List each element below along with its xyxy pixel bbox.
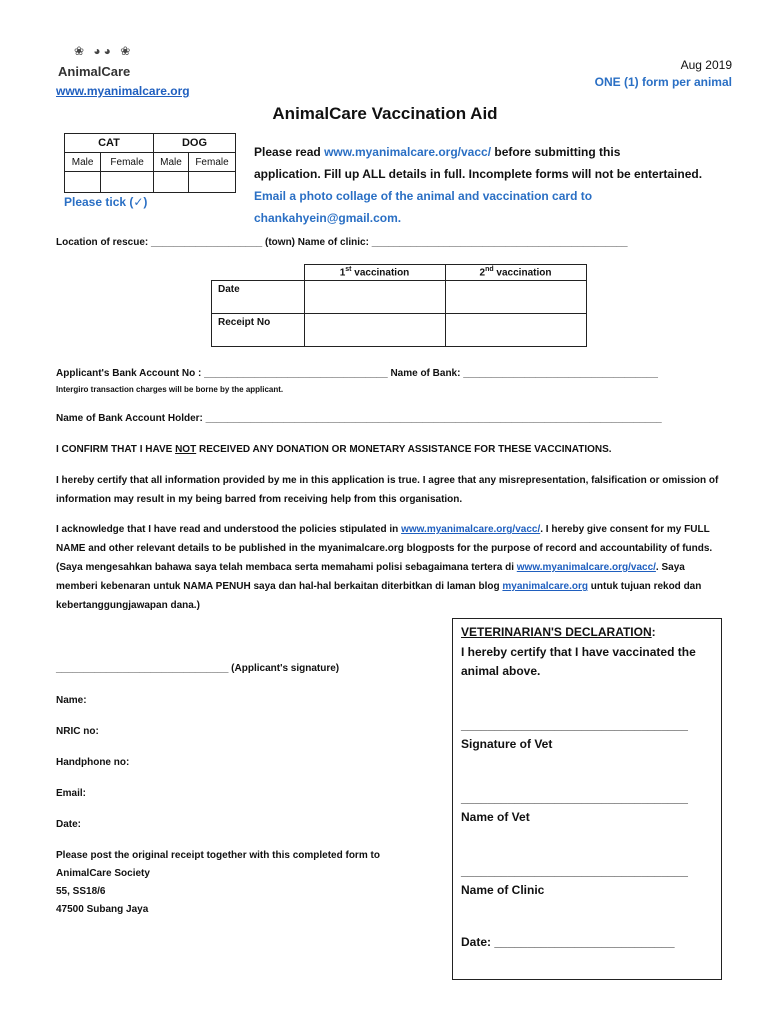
address-line-1: AnimalCare Society xyxy=(56,868,150,879)
date-row-label: Date xyxy=(212,281,305,314)
vet-signature-label: Signature of Vet xyxy=(461,737,553,751)
post-note: Please post the original receipt together with this completed form to xyxy=(56,850,380,861)
no-donation-confirmation: I CONFIRM THAT I HAVE NOT RECEIVED ANY DONATION OR MONETARY ASSISTANCE FOR THESE VACCINATIONS. xyxy=(56,444,612,455)
second-vaccination-header: 2nd vaccination xyxy=(445,265,586,281)
cat-female-label: Female xyxy=(101,153,154,172)
handphone-field[interactable]: Handphone no: xyxy=(56,757,130,768)
clinic-name-label: Name of Clinic xyxy=(461,883,545,897)
animalcare-logo xyxy=(56,44,196,84)
rescue-location-line[interactable]: Location of rescue: ____________________ (town) Name of clinic: ______________________________________________ xyxy=(56,237,628,248)
cat-header: CAT xyxy=(65,134,154,153)
address-line-2: 55, SS18/6 xyxy=(56,886,106,897)
blog-link[interactable]: myanimalcare.org xyxy=(502,581,589,592)
cat-male-label: Male xyxy=(65,153,101,172)
date-field[interactable]: Date: xyxy=(56,819,82,830)
email-field[interactable]: Email: xyxy=(56,788,87,799)
vet-name-blank[interactable]: __________________________________ xyxy=(461,791,688,805)
cat-female-tickbox[interactable] xyxy=(101,172,154,193)
policy-link-malay[interactable]: www.myanimalcare.org/vacc/ xyxy=(516,562,656,573)
vet-declaration-heading: VETERINARIAN'S DECLARATION: xyxy=(461,625,656,639)
instr-read-pre: Please read xyxy=(254,145,325,159)
instructions xyxy=(254,141,734,229)
vet-signature-blank[interactable]: __________________________________ xyxy=(461,718,688,732)
certify-paragraph: I hereby certify that all information provided by me in this application is true. I agree that any misrepresentation, falsification or omission of information may result in my being barred from receiving help from this organisation. xyxy=(56,475,719,505)
account-holder-line[interactable]: Name of Bank Account Holder: __________________________________________________________________________________ xyxy=(56,413,662,424)
vaccination-table xyxy=(211,264,587,347)
animal-type-table xyxy=(64,133,236,193)
first-vaccination-header: 1st vaccination xyxy=(304,265,445,281)
name-field[interactable]: Name: xyxy=(56,695,87,706)
logo-text: AnimalCare xyxy=(58,64,131,79)
first-vaccination-date-cell[interactable] xyxy=(304,281,445,314)
applicant-signature-line[interactable]: _______________________________ (Applicant's signature) xyxy=(56,663,340,674)
website-link[interactable]: www.myanimalcare.org xyxy=(56,84,190,98)
instr-line3: Email a photo collage of the animal and vaccination card to xyxy=(254,189,593,203)
dog-female-tickbox[interactable] xyxy=(189,172,236,193)
dog-female-label: Female xyxy=(189,153,236,172)
vet-certify-line1: I hereby certify that I have vaccinated the xyxy=(461,645,696,659)
tick-note: Please tick (✓) xyxy=(64,195,148,209)
clinic-name-blank[interactable]: __________________________________ xyxy=(461,864,688,878)
page-title: AnimalCare Vaccination Aid xyxy=(272,104,498,123)
instr-line2: application. Fill up ALL details in full. Incomplete forms will not be entertained. xyxy=(254,167,703,181)
cat-male-tickbox[interactable] xyxy=(65,172,101,193)
acknowledge-paragraph: I acknowledge that I have read and understood the policies stipulated in www.myanimalcare.org/vacc/. I hereby give consent for my FULL NAME and other relevant details to be published in the myanimalcare.org blogposts for the purpose of record and accountability of funds. (Saya mengesahkan bahawa saya telah membaca serta memahami polisi sebagaimana tertera di www.myanimalcare.org/vacc/. Saya memberi kebenaran untuk NAMA PENUH saya dan hal-hal berkaitan diterbitkan di laman blog myanimalcare.org untuk tujuan rekod dan kebertanggungjawapan dana.) xyxy=(56,524,713,611)
vacc-link[interactable]: www.myanimalcare.org/vacc/ xyxy=(324,145,492,159)
address-line-3: 47500 Subang Jaya xyxy=(56,904,149,915)
instr-email[interactable]: chankahyein@gmail.com. xyxy=(254,211,402,225)
vet-name-label: Name of Vet xyxy=(461,810,530,824)
bank-account-line[interactable]: Applicant's Bank Account No : _________________________________ Name of Bank: ___________________________________ xyxy=(56,368,658,379)
receipt-row-label: Receipt No xyxy=(212,314,305,347)
first-vaccination-receipt-cell[interactable] xyxy=(304,314,445,347)
not-emphasis: NOT xyxy=(175,444,197,455)
nric-field[interactable]: NRIC no: xyxy=(56,726,99,737)
dog-male-tickbox[interactable] xyxy=(154,172,189,193)
charges-note: Intergiro transaction charges will be borne by the applicant. xyxy=(56,385,284,394)
instr-read-post: before submitting this xyxy=(491,145,621,159)
form-per-animal-note: ONE (1) form per animal xyxy=(594,75,732,89)
form-date: Aug 2019 xyxy=(680,58,732,72)
paw-icon: ❀ ◕◕ ❀ xyxy=(74,44,134,58)
vet-date-field[interactable]: Date: ___________________________ xyxy=(461,935,675,949)
dog-male-label: Male xyxy=(154,153,189,172)
second-vaccination-date-cell[interactable] xyxy=(445,281,586,314)
second-vaccination-receipt-cell[interactable] xyxy=(445,314,586,347)
policy-link[interactable]: www.myanimalcare.org/vacc/ xyxy=(401,524,541,535)
vet-certify-line2: animal above. xyxy=(461,664,541,678)
vac-table-corner xyxy=(212,265,305,281)
dog-header: DOG xyxy=(154,134,236,153)
